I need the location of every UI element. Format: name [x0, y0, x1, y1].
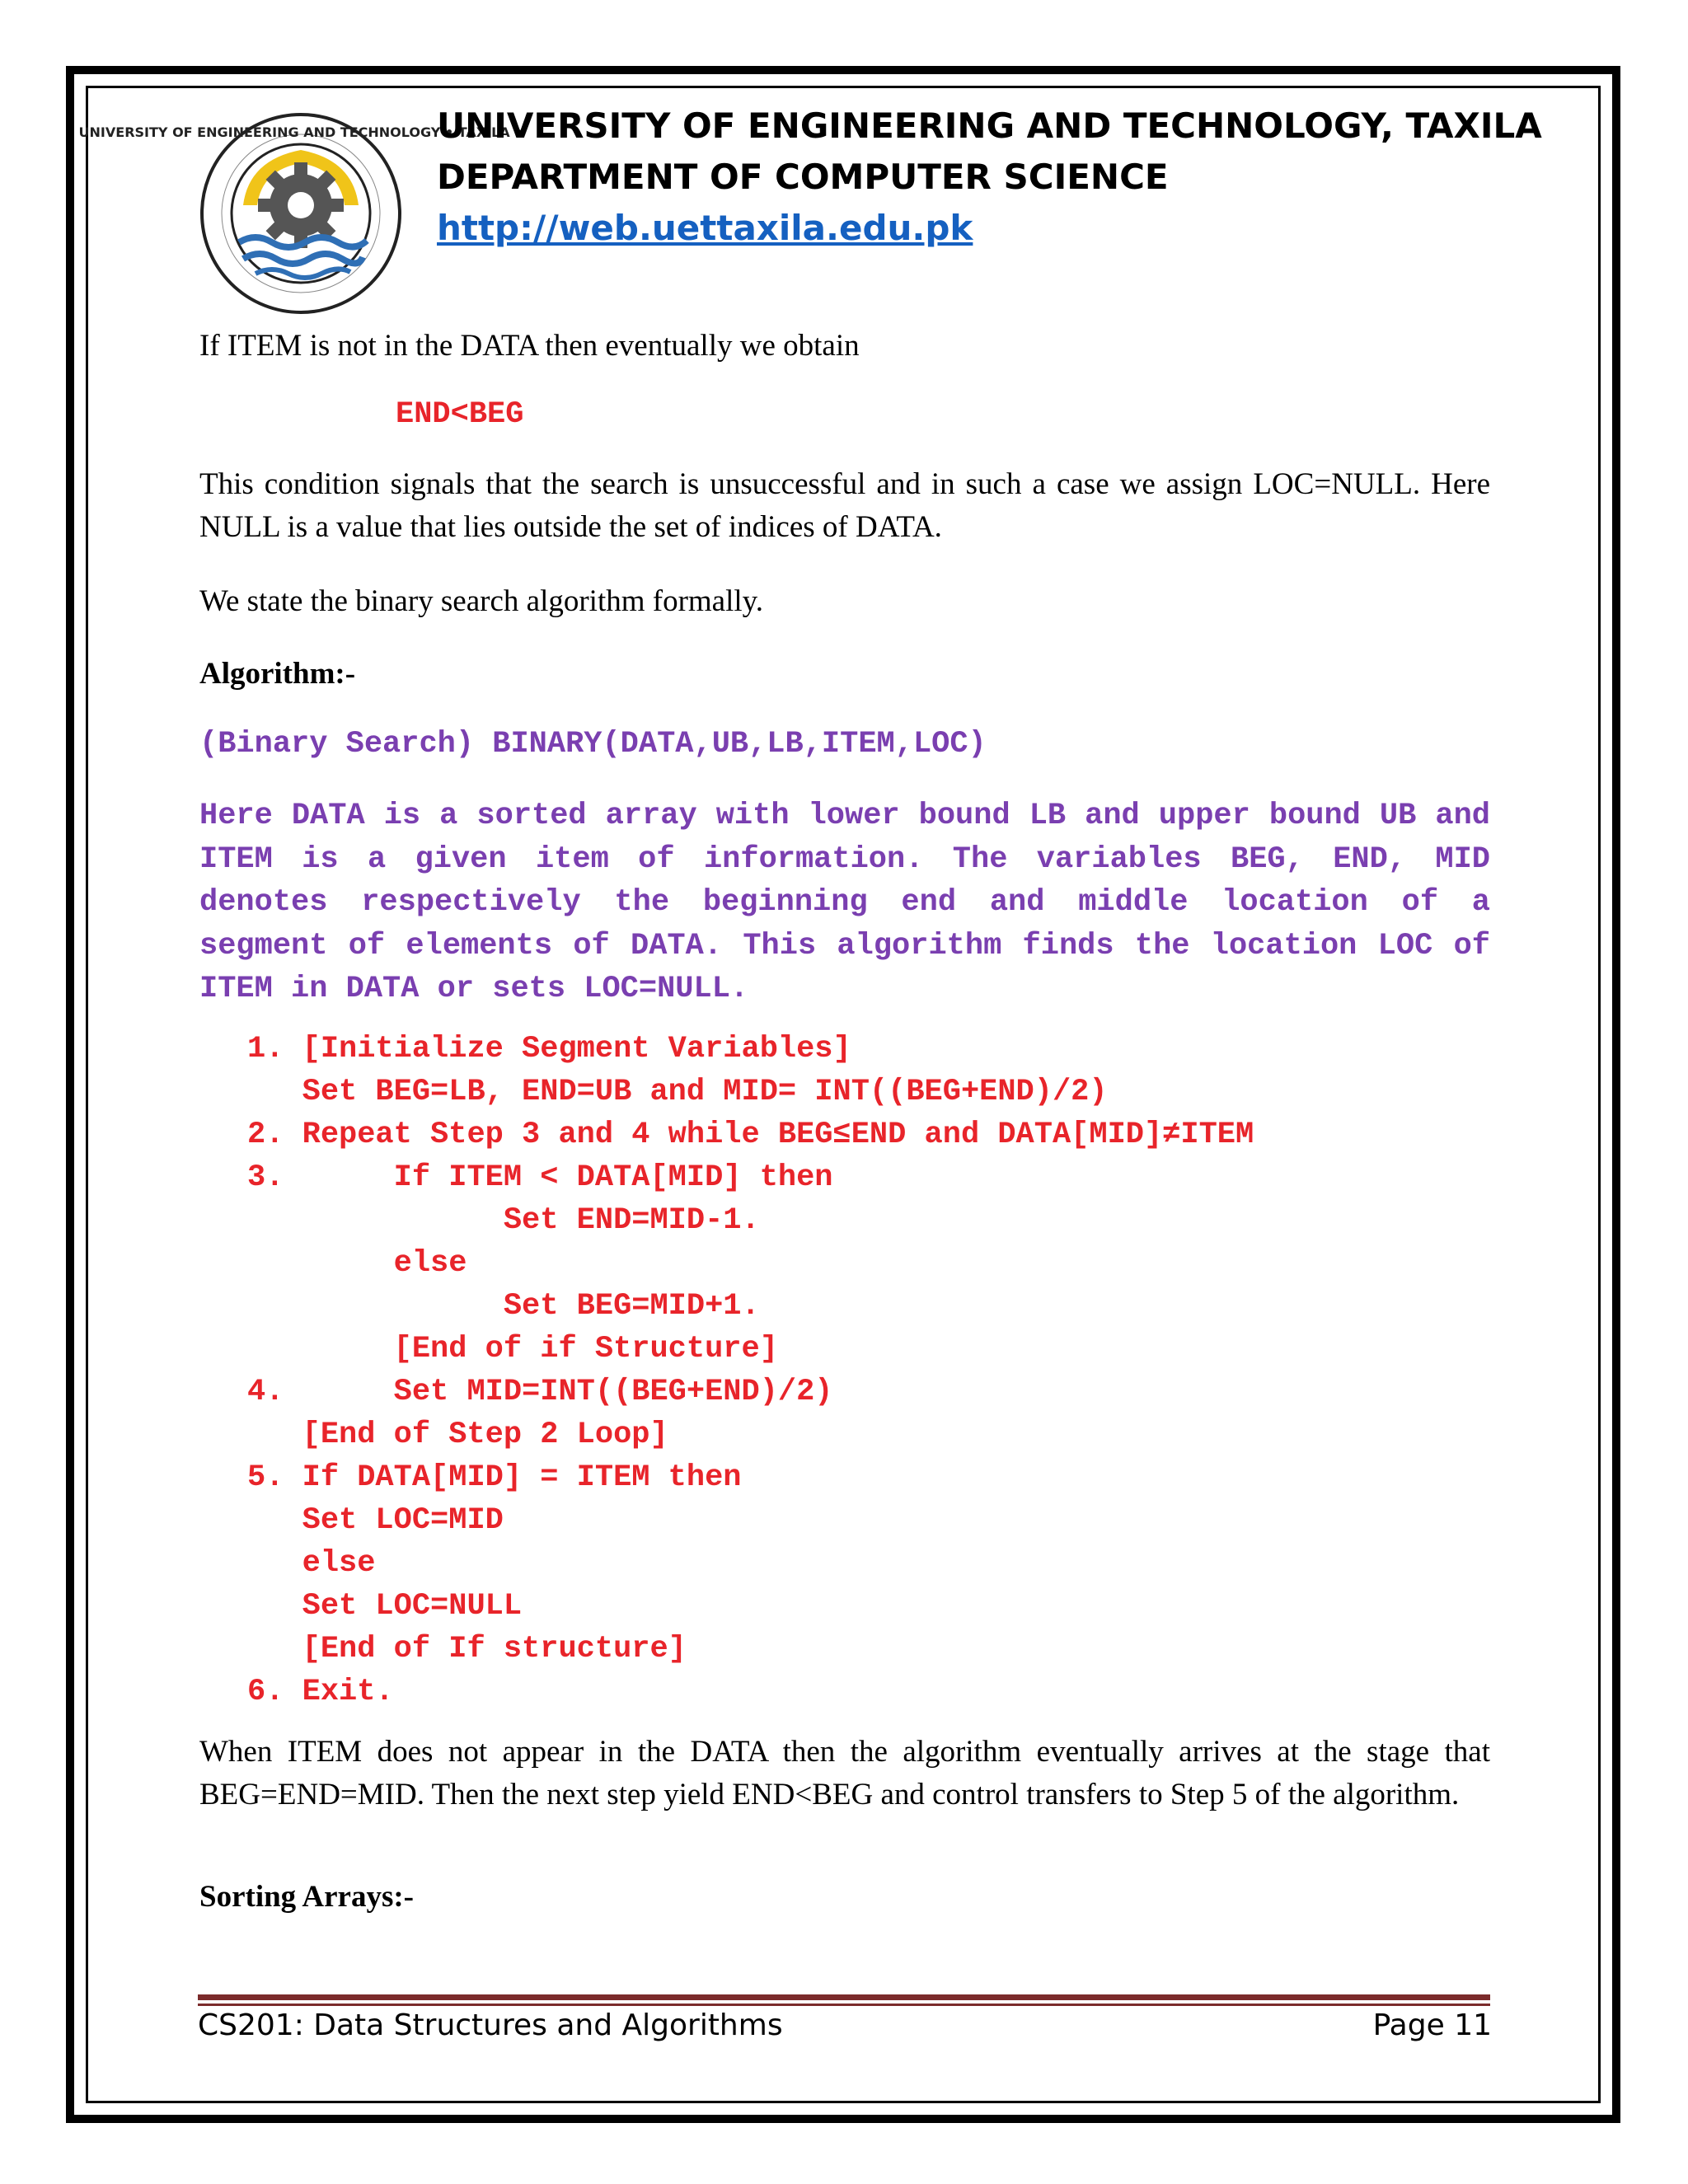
step-line: [End of If structure] — [247, 1632, 687, 1666]
step-line: Set LOC=MID — [247, 1503, 504, 1538]
step-line: Set END=MID-1. — [247, 1203, 760, 1238]
step-line: 4. Set MID=INT((BEG+END)/2) — [247, 1375, 833, 1409]
footer-page-number: Page 11 — [1372, 2008, 1492, 2042]
gear-seal-logo-icon — [78, 110, 523, 316]
department-name: DEPARTMENT OF COMPUTER SCIENCE — [437, 157, 1169, 197]
header-text — [437, 101, 1542, 254]
step-line: [End of if Structure] — [247, 1332, 778, 1366]
step-line: 6. Exit. — [247, 1675, 394, 1709]
step-line: 2. Repeat Step 3 and 4 while BEG≤END and DATA[MID]≠ITEM — [247, 1118, 1254, 1152]
algorithm-signature: (Binary Search) BINARY(DATA,UB,LB,ITEM,LOC) — [199, 727, 987, 762]
step-line: else — [247, 1246, 467, 1281]
footer-rule-thin — [198, 2004, 1490, 2006]
algorithm-description: Here DATA is a sorted array with lower bound LB and upper bound UB and ITEM is a given item of information. The variables BEG, END, MID denotes respectively the beginning end and middle location of a segment of elements of DATA. This algorithm finds the location LOC of ITEM in DATA or sets LOC=NULL. — [199, 799, 1490, 1006]
website-link[interactable]: http://web.uettaxila.edu.pk — [437, 208, 973, 248]
logo-ring-text: UNIVERSITY OF ENGINEERING AND TECHNOLOGY • TAXILA • — [78, 124, 523, 140]
paragraph-3: We state the binary search algorithm formally. — [199, 584, 764, 618]
step-line: [End of Step 2 Loop] — [247, 1418, 668, 1452]
university-name: UNIVERSITY OF ENGINEERING AND TECHNOLOGY, TAXILA — [437, 105, 1542, 146]
paragraph-1: If ITEM is not in the DATA then eventually we obtain — [199, 329, 860, 363]
footer-course: CS201: Data Structures and Algorithms — [198, 2008, 783, 2042]
algorithm-heading: Algorithm:- — [199, 657, 356, 691]
step-line: Set BEG=LB, END=UB and MID= INT((BEG+END)/2) — [247, 1075, 1108, 1109]
paragraph-4: When ITEM does not appear in the DATA then the algorithm eventually arrives at the stage that BEG=END=MID. Then the next step yield END<BEG and control transfers to Step 5 of the algorithm. — [199, 1735, 1490, 1811]
step-line: Set BEG=MID+1. — [247, 1289, 760, 1324]
step-line: Set LOC=NULL — [247, 1589, 523, 1624]
condition-end-lt-beg: END<BEG — [396, 397, 524, 432]
step-line: else — [247, 1546, 376, 1581]
paragraph-2: This condition signals that the search is unsuccessful and in such a case we assign LOC=NULL. Here NULL is a value that lies outside the set of indices of DATA. — [199, 467, 1490, 544]
sorting-arrays-heading: Sorting Arrays:- — [199, 1880, 414, 1914]
step-line: 1. [Initialize Segment Variables] — [247, 1032, 851, 1066]
footer-rule — [198, 1994, 1490, 2000]
step-line: 5. If DATA[MID] = ITEM then — [247, 1460, 742, 1495]
step-line: 3. If ITEM < DATA[MID] then — [247, 1160, 833, 1195]
page-header — [78, 92, 1542, 298]
